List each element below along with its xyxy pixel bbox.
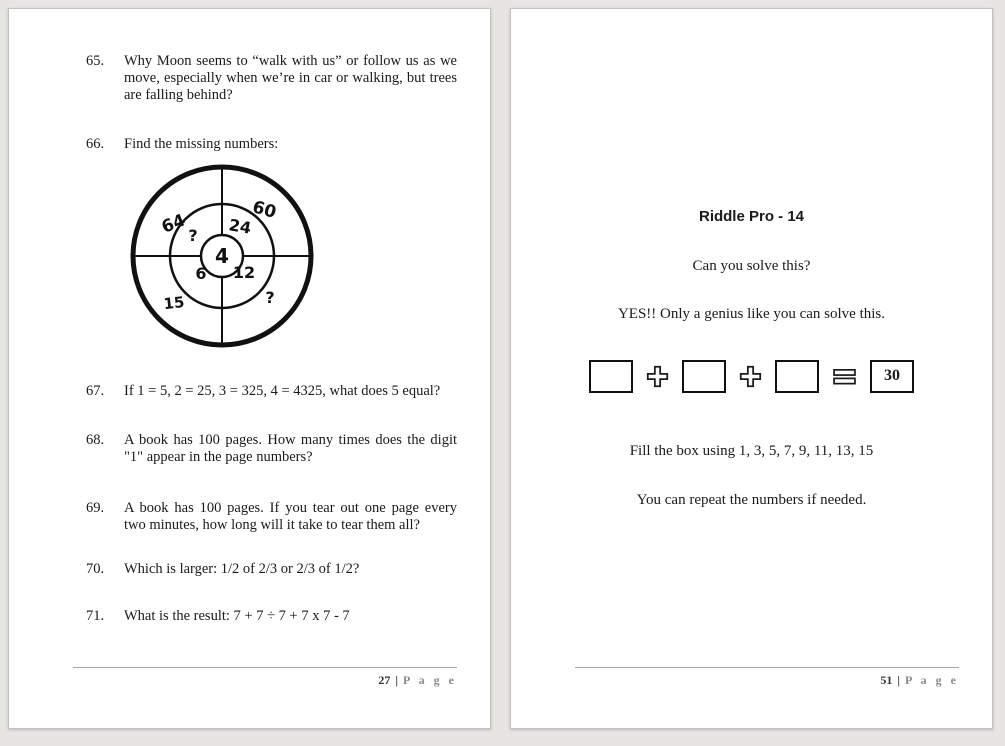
equation-blank-box-2 — [682, 360, 726, 393]
missing-numbers-diagram — [127, 161, 317, 351]
page-footer-separator: | — [897, 673, 900, 687]
question-text: A book has 100 pages. If you tear out one page every two minutes, how long will it take to tear them all? — [124, 500, 457, 533]
question-number: 68. — [86, 432, 105, 448]
diagram-inner-bottom-right: 12 — [232, 263, 256, 282]
circle-diagram-svg — [127, 161, 317, 351]
question-70 — [86, 561, 457, 578]
question-65 — [86, 53, 457, 104]
question-text: If 1 = 5, 2 = 25, 3 = 325, 4 = 4325, what does 5 equal? — [124, 383, 441, 399]
riddle-title: Riddle Pro - 14 — [698, 208, 805, 225]
diagram-outer-bottom-left: 15 — [162, 292, 186, 314]
question-number: 70. — [86, 561, 105, 577]
page-footer-separator: | — [395, 673, 398, 687]
question-number: 67. — [86, 383, 105, 399]
question-68 — [86, 432, 457, 466]
equation-row — [511, 360, 992, 392]
page-number: 27 — [378, 673, 391, 687]
equation-blank-box-3 — [775, 360, 819, 393]
riddle-prompt-2: YES!! Only a genius like you can solve this. — [617, 306, 886, 322]
question-text: What is the result: 7 + 7 ÷ 7 + 7 x 7 - 7 — [124, 608, 350, 624]
question-text: Find the missing numbers: — [124, 136, 279, 152]
question-text: Why Moon seems to “walk with us” or follow us as we move, especially when we’re in car or walking, but trees are falling behind? — [124, 53, 457, 103]
question-71 — [86, 608, 457, 625]
page-footer-right — [575, 667, 959, 688]
question-number: 66. — [86, 136, 105, 152]
equals-icon — [832, 367, 857, 386]
equation-result-box: 30 — [870, 360, 914, 393]
page-footer-left — [73, 667, 457, 688]
question-67 — [86, 383, 457, 400]
riddle-prompt-1: Can you solve this? — [692, 258, 811, 274]
question-number: 71. — [86, 608, 105, 624]
equation-blank-box-1 — [589, 360, 633, 393]
document-page-right — [510, 8, 993, 729]
question-number: 65. — [86, 53, 105, 69]
diagram-inner-bottom-left: 6 — [195, 264, 207, 283]
riddle-instruction-1: Fill the box using 1, 3, 5, 7, 9, 11, 13, 15 — [629, 443, 874, 459]
diagram-outer-top-right: 60 — [250, 197, 279, 223]
question-69 — [86, 500, 457, 534]
question-text: A book has 100 pages. How many times does the digit "1" appear in the page numbers? — [124, 432, 457, 465]
question-66 — [86, 136, 457, 153]
diagram-outer-bottom-right: ? — [265, 288, 275, 307]
left-page-content — [9, 9, 490, 625]
diagram-inner-top-left: ? — [188, 226, 198, 245]
document-page-left — [8, 8, 491, 729]
diagram-outer-top-left: 64 — [158, 210, 189, 238]
plus-icon — [739, 365, 762, 388]
page-footer-label: P a g e — [905, 673, 959, 687]
diagram-inner-top-right: 24 — [227, 215, 253, 238]
question-number: 69. — [86, 500, 105, 516]
page-number: 51 — [880, 673, 893, 687]
plus-icon — [646, 365, 669, 388]
diagram-center-value: 4 — [215, 244, 229, 268]
question-text: Which is larger: 1/2 of 2/3 or 2/3 of 1/2? — [124, 561, 360, 577]
riddle-instruction-2: You can repeat the numbers if needed. — [636, 492, 867, 508]
page-footer-label: P a g e — [403, 673, 457, 687]
